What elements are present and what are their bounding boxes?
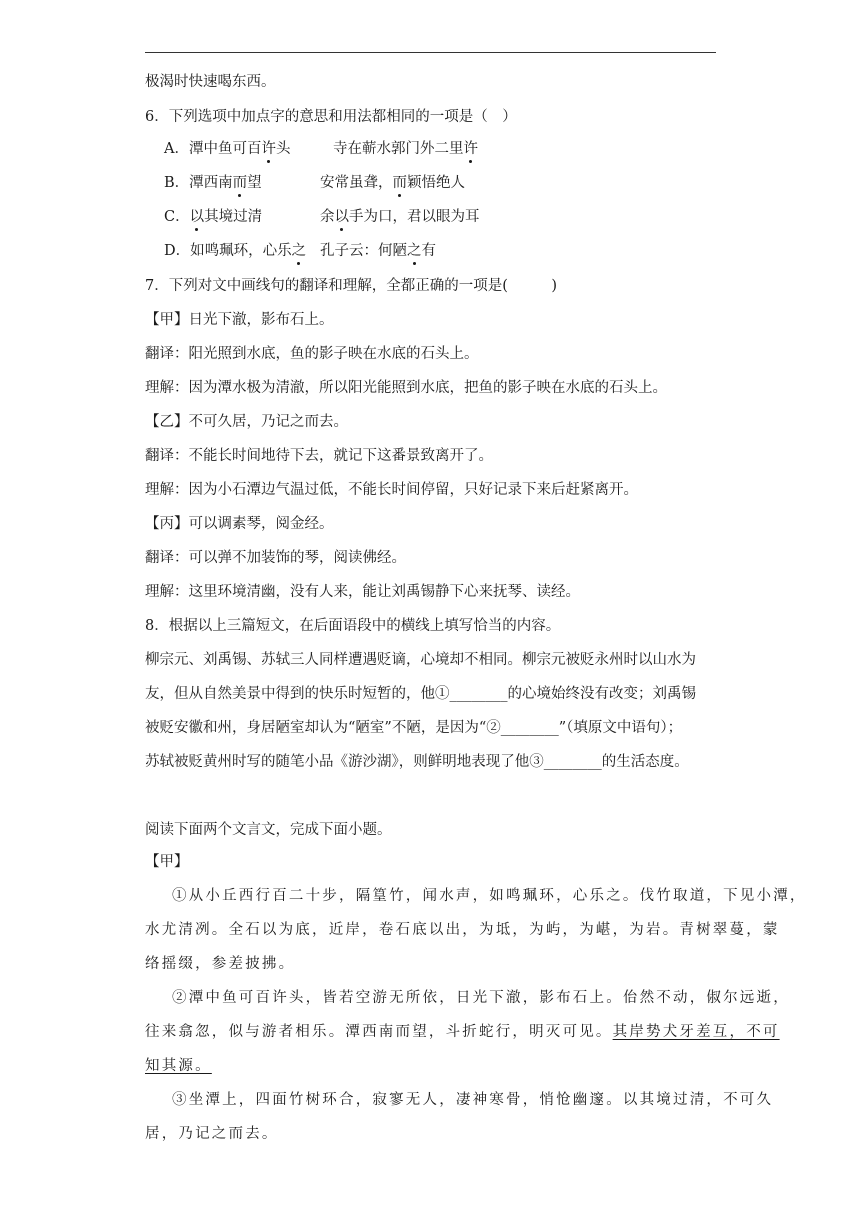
q6-c-dotted-char-2: 以	[334, 209, 349, 225]
q8-passage-line-4: 苏轼被贬黄州时写的随笔小品《游沙湖》，则鲜明地表现了他③________的生活态度。	[145, 754, 689, 770]
q6-option-a-compare	[333, 139, 478, 159]
classical-p1-line-2: 水尤清冽。全石以为底，近岸，卷石底以出，为坻，为屿，为嵁，为岩。青树翠蔓，蒙	[145, 922, 780, 938]
q6-option-a	[164, 139, 290, 159]
q6-b-pre: B．潭西南	[164, 175, 233, 191]
q6-c-pre2: 余	[320, 209, 335, 225]
q7-yi-understanding: 理解：因为小石潭边气温过低，不能长时间停留，只好记录下来后赶紧离开。	[145, 482, 638, 498]
q7-yi-sentence: 【乙】不可久居，乃记之而去。	[145, 414, 348, 430]
q6-b-post2: 颖悟绝人	[407, 175, 465, 191]
q6-a-dotted-char-2: 许	[463, 141, 478, 157]
continuation-text: 极渴时快速喝东西。	[145, 74, 276, 90]
underlined-sentence-part-1: 其岸势犬牙差互，不可	[612, 1024, 780, 1040]
q6-stem: 6．下列选项中加点字的意思和用法都相同的一项是（ ）	[145, 109, 517, 125]
q7-jia-sentence: 【甲】日光下澈，影布石上。	[145, 312, 334, 328]
header-rule	[145, 52, 716, 53]
q6-d-pre: D．如鸣珮环，心乐	[164, 243, 292, 259]
classical-p1-line-3: 络摇缀，参差披拂。	[145, 956, 296, 972]
underlined-sentence-part-2: 知其源。	[145, 1058, 212, 1074]
classical-p2-line-2	[145, 1022, 780, 1042]
q6-d-post2: 有	[421, 243, 436, 259]
classical-p1-line-1: ①从小丘西行百二十步，隔篁竹，闻水声，如鸣珮环，心乐之。伐竹取道，下见小潭，	[172, 888, 807, 904]
classical-p3-line-1: ③坐潭上，四面竹树环合，寂寥无人，凄神寒骨，悄怆幽邃。以其境过清，不可久	[172, 1092, 774, 1108]
q6-d-dotted-char-2: 之	[407, 243, 422, 259]
q6-c-dotted-char: 以	[189, 209, 205, 225]
q6-c-post: 其境过清	[204, 209, 263, 225]
reading-intro: 阅读下面两个文言文，完成下面小题。	[145, 822, 392, 838]
q6-option-c-compare	[320, 207, 480, 227]
q7-jia-understanding: 理解：因为潭水极为清澈，所以阳光能照到水底，把鱼的影子映在水底的石头上。	[145, 380, 667, 396]
q6-d-pre2: 孔子云：何陋	[320, 243, 407, 259]
q8-passage-line-3: 被贬安徽和州，身居陋室却认为“陋室”不陋，是因为“②________”（填原文中语句）；	[145, 720, 683, 736]
q6-a-dotted-char: 许	[261, 141, 276, 157]
q8-stem: 8．根据以上三篇短文，在后面语段中的横线上填写恰当的内容。	[145, 618, 561, 634]
classical-p3-line-2: 居，乃记之而去。	[145, 1126, 279, 1142]
q6-option-c	[164, 207, 262, 227]
classical-p2-line-2-text: 往来翕忽，似与游者相乐。潭西南而望，斗折蛇行，明灭可见。	[145, 1024, 613, 1040]
q7-bing-understanding: 理解：这里环境清幽，没有人来，能让刘禹锡静下心来抚琴、读经。	[145, 584, 580, 600]
q6-b-pre2: 安常虽聋，	[320, 175, 393, 191]
q6-option-b	[164, 173, 262, 193]
q6-c-post2: 手为口，君以眼为耳	[349, 209, 480, 225]
q7-jia-translation: 翻译：阳光照到水底，鱼的影子映在水底的石头上。	[145, 346, 479, 362]
q6-a-pre2: 寺在蕲水郭门外二里	[333, 141, 464, 157]
q6-a-post: 头	[275, 141, 291, 157]
q6-d-dotted-char: 之	[291, 243, 307, 259]
q8-passage-line-2: 友，但从自然美景中得到的快乐时短暂的，他①________的心境始终没有改变；刘禹锡	[145, 686, 696, 702]
q6-option-d-compare	[320, 241, 436, 261]
q6-b-post: 望	[247, 175, 262, 191]
q6-b-dotted-char-2: 而	[392, 175, 407, 191]
q6-a-pre: A．潭中鱼可百	[164, 141, 262, 157]
reading-label-jia: 【甲】	[145, 854, 189, 870]
q7-yi-translation: 翻译：不能长时间地待下去，就记下这番景致离开了。	[145, 448, 493, 464]
q7-bing-sentence: 【丙】可以调素琴，阅金经。	[145, 516, 334, 532]
classical-p2-line-3	[145, 1056, 212, 1076]
q7-bing-translation: 翻译：可以弹不加装饰的琴，阅读佛经。	[145, 550, 406, 566]
classical-p2-line-1: ②潭中鱼可百许头，皆若空游无所依，日光下澈，影布石上。佁然不动，俶尔远逝，	[172, 990, 790, 1006]
q8-passage-line-1: 柳宗元、刘禹锡、苏轼三人同样遭遇贬谪，心境却不相同。柳宗元被贬永州时以山水为	[145, 652, 696, 668]
q6-option-b-compare	[320, 173, 465, 193]
q6-c-pre: C．	[164, 209, 190, 225]
q7-stem: 7．下列对文中画线句的翻译和理解，全都正确的一项是( )	[145, 278, 558, 294]
q6-b-dotted-char: 而	[232, 175, 248, 191]
q6-option-d	[164, 241, 306, 261]
